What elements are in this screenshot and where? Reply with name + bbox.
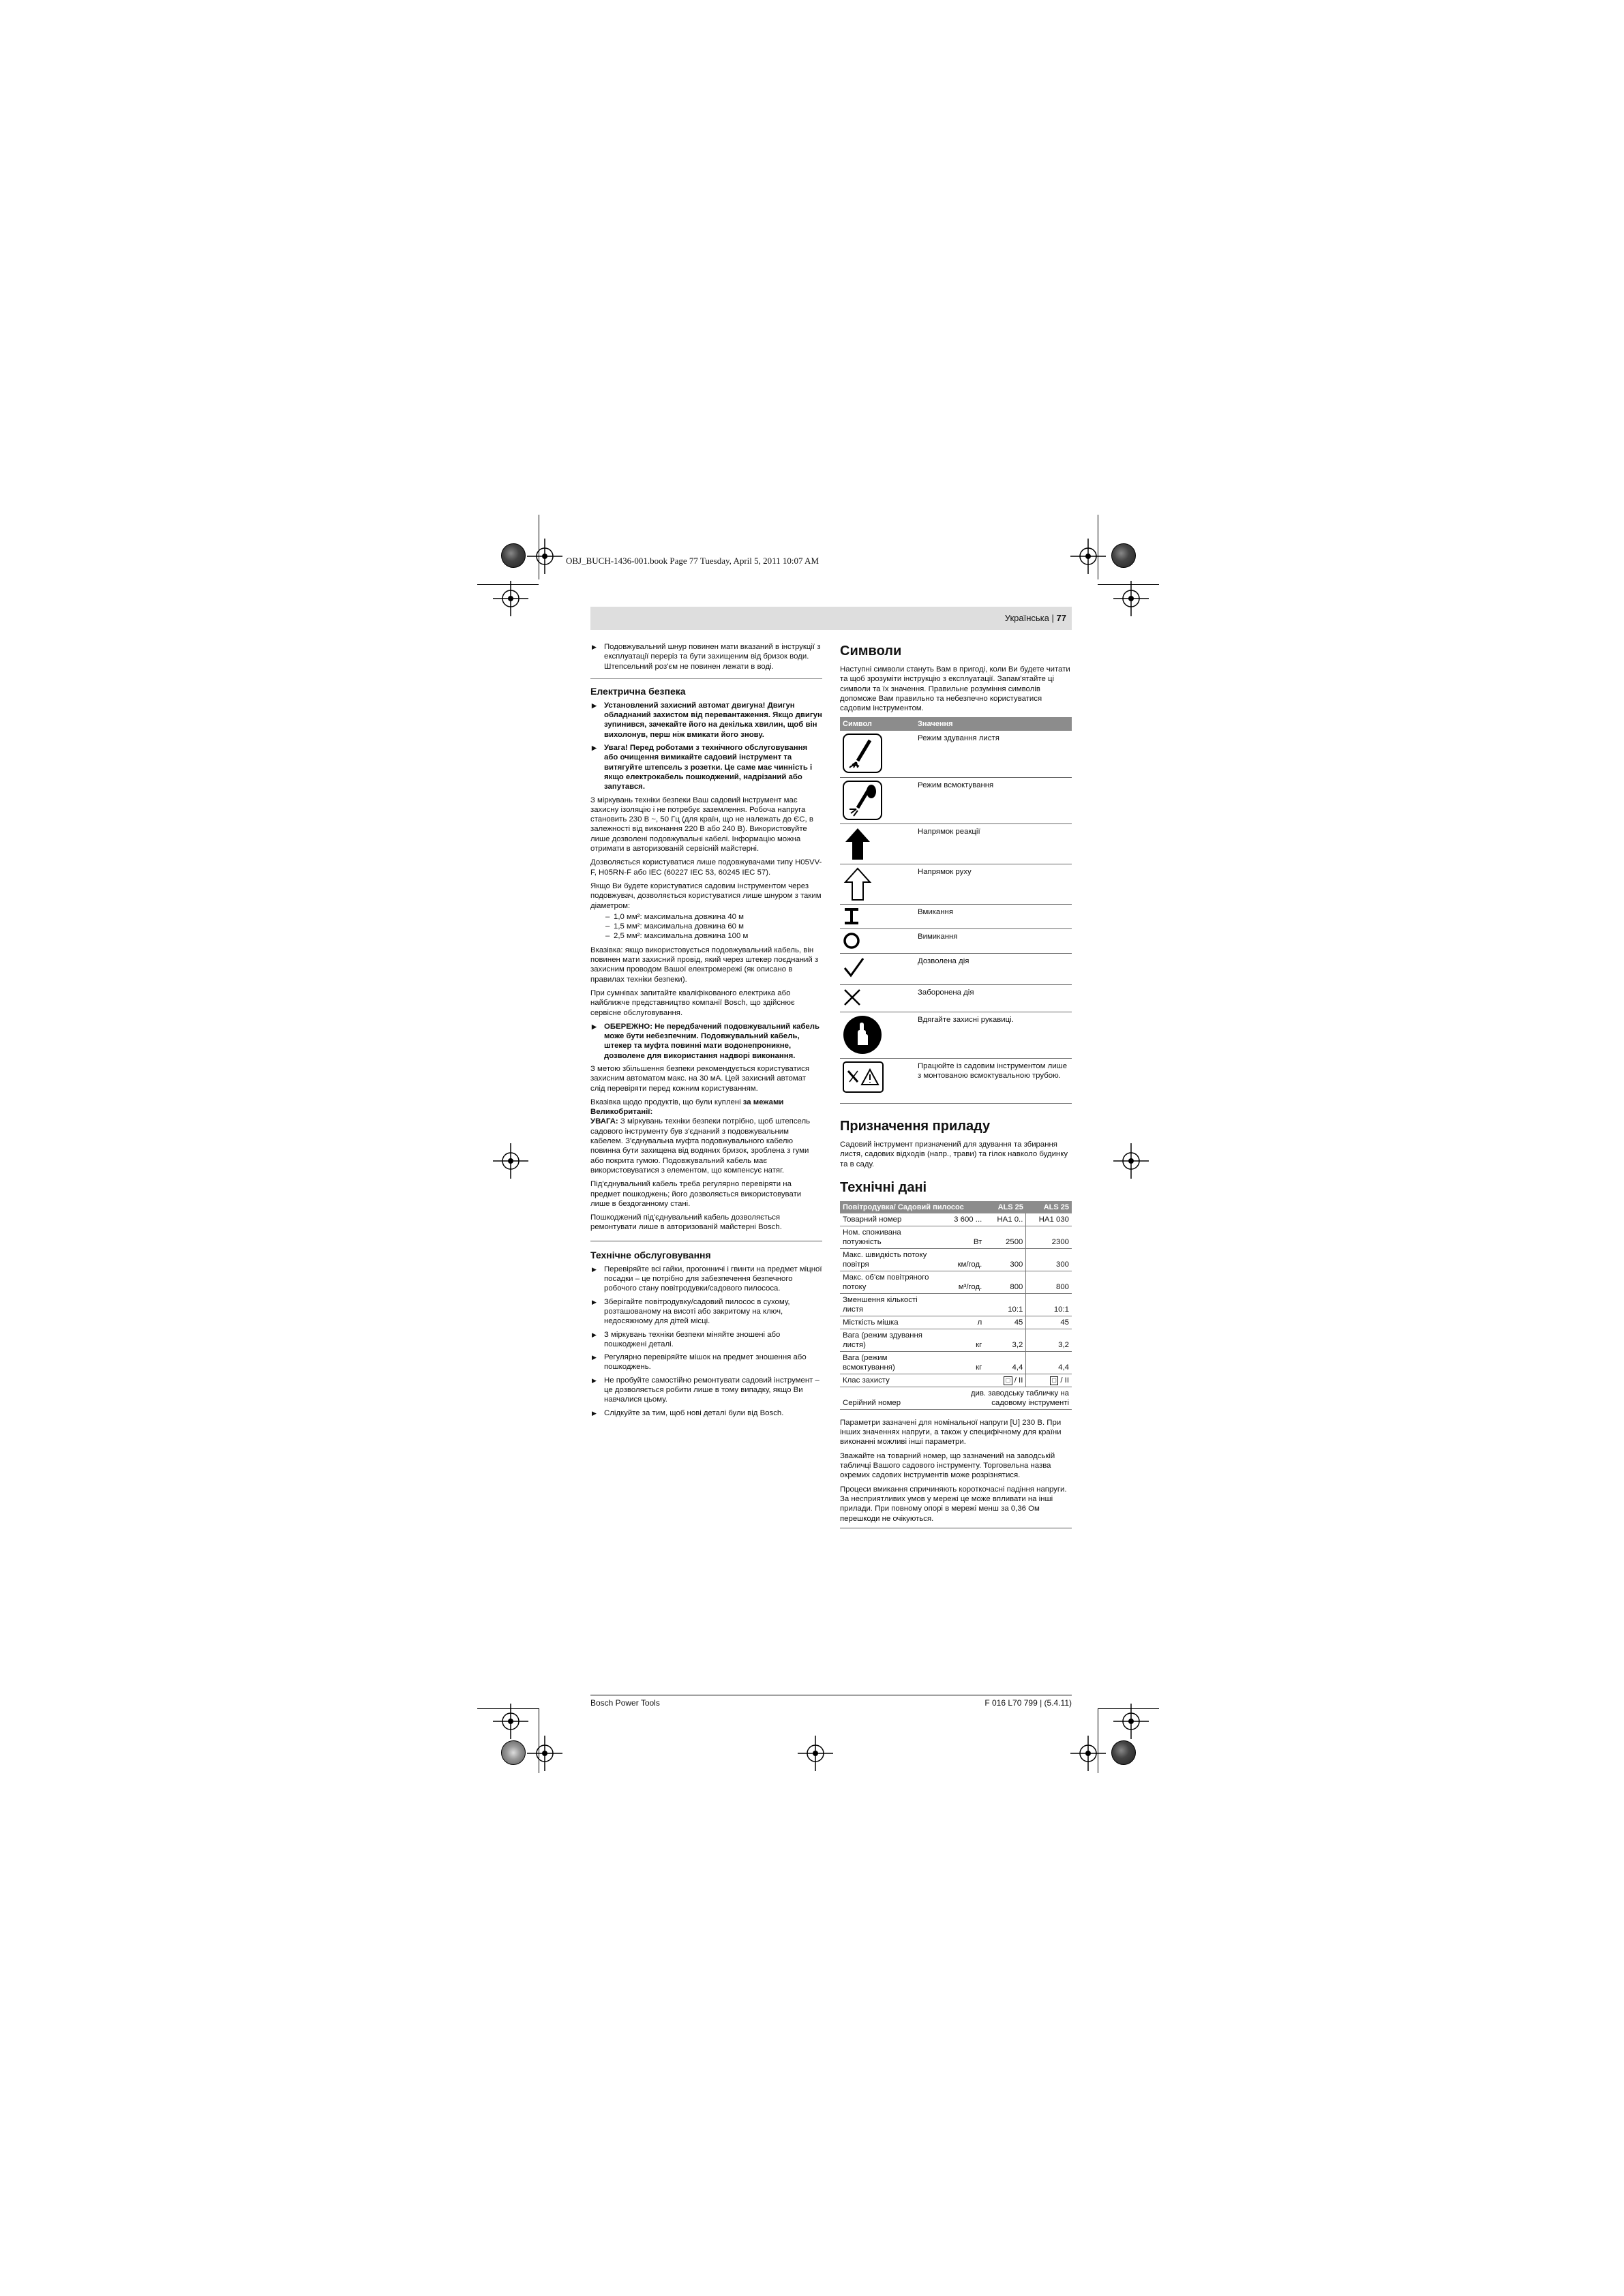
table-cell: [933, 1374, 984, 1387]
symbol-meaning: Режим всмоктування: [915, 777, 1072, 824]
blow-mode-icon: [843, 734, 912, 773]
table-cell: 10:1: [1026, 1293, 1072, 1316]
table-cell: Вага (режим всмоктування): [840, 1351, 933, 1374]
table-row: [840, 1351, 1072, 1374]
prohibited-action-icon: [843, 988, 912, 1007]
table-cell: 45: [984, 1316, 1026, 1329]
table-cell: 45: [1026, 1316, 1072, 1329]
table-cell: Клас захисту: [840, 1374, 933, 1387]
registration-mark-icon: [1113, 1143, 1149, 1179]
paragraph: [590, 1098, 822, 1117]
table-row: [840, 953, 1072, 984]
symbol-meaning: Напрямок руху: [915, 864, 1072, 904]
section-title-symbols: Символи: [840, 644, 902, 659]
list-item: ▶ Не пробуйте самостійно ремонтувати садовий інструмент – це дозволяється робити лише в тому випадку, якщо Ви навчалися цьому.: [590, 1376, 822, 1405]
symbols-table: [840, 717, 1072, 1104]
table-cell: Макс. швидкість потоку повітря: [840, 1248, 933, 1271]
list-item: – 2,5 мм²: максимальна довжина 100 м: [590, 931, 822, 941]
registration-mark-icon: [493, 581, 528, 616]
symbol-meaning: Працюйте із садовим інструментом лише з монтованою всмоктувальною трубою.: [915, 1058, 1072, 1103]
table-row: [840, 1293, 1072, 1316]
table-row: [840, 1374, 1072, 1387]
intro-list: [590, 642, 822, 671]
paragraph: Пошкоджений під'єднувальний кабель дозволяється ремонтувати лише в авторизованій майстерні Bosch.: [590, 1213, 782, 1232]
list-item: – 1,0 мм²: максимальна довжина 40 м: [590, 912, 822, 922]
header-language: Українська: [1004, 613, 1049, 623]
table-header-row: [840, 717, 1072, 731]
section-title-purpose: Призначення приладу: [840, 1118, 991, 1134]
divider: [590, 678, 822, 679]
table-cell: HA1 0..: [984, 1213, 1026, 1226]
paragraph: З метою збільшення безпеки рекомендується користуватися захисним автоматом макс. на 30 мА. Цей захисний автомат слід перевіряти перед кожним користуванням.: [590, 1064, 810, 1093]
table-cell: 800: [1026, 1271, 1072, 1293]
protection-class-value: / II: [1014, 1376, 1023, 1385]
page-header: [1005, 613, 1066, 623]
table-cell: 800: [984, 1271, 1026, 1293]
caution-list: [590, 1022, 822, 1061]
registration-mark-icon: [527, 539, 562, 574]
table-row: [840, 1012, 1072, 1058]
paragraph: Вказівка: якщо використовується подовжувальний кабель, він повинен мати захисний провід, який через штекер поєднаний з захисним проводом Вашої електромережі (як описано в правилах техніки безпеки).: [590, 946, 819, 984]
section-title-maintenance: Технічне обслуговування: [590, 1249, 711, 1260]
paragraph: Параметри зазначені для номінальної напруги [U] 230 В. При інших значеннях напруги, а також у специфічному для країни виконанні можливі інші параметри.: [840, 1418, 1062, 1447]
table-cell: HA1 030: [1026, 1213, 1072, 1226]
table-cell: Товарний номер: [840, 1213, 933, 1226]
paragraph: [590, 1117, 822, 1175]
table-cell: Вага (режим здування листя): [840, 1329, 933, 1351]
table-cell: Зменшення кількості листя: [840, 1293, 933, 1316]
left-column: [590, 642, 822, 1421]
table-cell: Вт: [933, 1226, 984, 1248]
table-cell: [1026, 1374, 1072, 1387]
table-row: [840, 984, 1072, 1012]
table-cell: 10:1: [984, 1293, 1026, 1316]
crop-mark: [477, 584, 539, 585]
crop-mark: [477, 1708, 539, 1709]
table-cell: 300: [1026, 1248, 1072, 1271]
paragraph: Зважайте на товарний номер, що зазначений на заводській табличці Вашого садового інструменту. Торговельна назва окремих садових інструментів може розрізнятися.: [840, 1451, 1055, 1480]
color-target-disc: [501, 543, 526, 568]
page-header-bar: [590, 607, 1072, 630]
document-page: [590, 607, 1072, 1715]
gloves-icon: [843, 1015, 912, 1055]
note-text: Вказівка щодо продуктів, що були куплені: [590, 1098, 743, 1106]
color-target-disc: [1111, 543, 1136, 568]
table-row: [840, 731, 1072, 777]
list-item: ▶ Увага! Перед роботами з технічного обслуговування або очищення вимикайте садовий інструмент та витягуйте штепсель з розетки. Це саме має чинність і якщо електрокабель пошкоджений, надрізаний або запутався.: [590, 743, 822, 791]
symbol-meaning: Дозволена дія: [915, 953, 1072, 984]
switch-on-icon: [843, 907, 912, 925]
motion-direction-icon: [843, 867, 912, 901]
list-item: ▶ Установлений захисний автомат двигуна! Двигун обладнаний захистом від перевантаження. Якщо двигун зупинився, зачекайте його на декілька хвилин, щоб він вихолонув, перш ніж вмикати його знову.: [590, 701, 822, 740]
table-cell: кг: [933, 1351, 984, 1374]
permitted-action-icon: [843, 956, 912, 978]
paragraph: З міркувань техніки безпеки Ваш садовий інструмент має захисну ізоляцію і не потребує заземлення. Робоча напруга становить 230 В ~, 50 Гц (для країн, що не належать до ЄС, в залежності від виконання 220 В або 240 В). Використовуйте лише дозволені подовжувальні кабелі. Інформацію можна отримати в авторизованій сервісній майстерні.: [590, 796, 813, 854]
note-emphasis: за межами Великобританії:: [590, 1098, 784, 1117]
table-row: [840, 1058, 1072, 1103]
paragraph: Під'єднувальний кабель треба регулярно перевіряти на предмет пошкоджень; його дозволяється використовувати лише в бездоганному стані.: [590, 1180, 802, 1208]
table-row: [840, 1316, 1072, 1329]
print-slug: OBJ_BUCH-1436-001.book Page 77 Tuesday, April 5, 2011 10:07 AM: [566, 556, 819, 566]
table-row: [840, 1226, 1072, 1248]
color-target-disc: [501, 1740, 526, 1765]
table-cell: 3,2: [1026, 1329, 1072, 1351]
switch-off-icon: [843, 932, 912, 950]
symbol-meaning: Вдягайте захисні рукавиці.: [915, 1012, 1072, 1058]
warning-text: З міркувань техніки безпеки потрібно, щоб штепсель садового інструменту був з'єднаний з подовжувальним кабелем. З'єднувальна муфта подовжувального кабелю повинна бути захищена від водяних бризок, зроблена з гуми або покрита гумою. Подовжувальний кабель має використовуватися з елементом, що компенсує натяг.: [590, 1117, 811, 1175]
registration-mark-icon: [1070, 1736, 1106, 1771]
right-column: [840, 642, 1072, 1537]
column-header: Символ: [840, 717, 915, 731]
symbol-meaning: Заборонена дія: [915, 984, 1072, 1012]
table-cell: кг: [933, 1329, 984, 1351]
paragraph: Процеси вмикання спричиняють короткочасні падіння напруги. За несприятливих умов у мережі це може впливати на інші прилади. При повному опорі в мережі менш за 0,36 Ом перешкоди не очікуються.: [840, 1485, 1067, 1523]
cable-length-list: [590, 912, 822, 941]
vacuum-mode-icon: [843, 781, 912, 820]
symbol-meaning: Режим здування листя: [915, 731, 1072, 777]
symbol-meaning: Напрямок реакції: [915, 824, 1072, 864]
table-cell: [933, 1293, 984, 1316]
list-item: ▶ Регулярно перевіряйте мішок на предмет зношення або пошкоджень.: [590, 1353, 822, 1372]
list-item: ▶ З міркувань техніки безпеки міняйте зношені або пошкоджені деталі.: [590, 1330, 822, 1350]
electrical-warnings: [590, 701, 822, 792]
protection-class-icon: □: [1050, 1376, 1058, 1385]
table-cell: 2500: [984, 1226, 1026, 1248]
table-row: [840, 1329, 1072, 1351]
list-item: ▶ ОБЕРЕЖНО: Не передбачений подовжувальний кабель може бути небезпечним. Подовжувальний кабель, штекер та муфта повинні мати водонепроникне, дозволене для використання надворі виконання.: [590, 1022, 822, 1061]
column-header: Значення: [915, 717, 1072, 731]
symbol-meaning: Вмикання: [915, 904, 1072, 928]
column-header: ALS 25: [984, 1201, 1026, 1213]
registration-mark-icon: [527, 1736, 562, 1771]
registration-mark-icon: [1070, 539, 1106, 574]
table-cell: Ном. споживана потужність: [840, 1226, 933, 1248]
paragraph: Дозволяється користуватися лише подовжувачами типу H05VV-F, H05RN-F або IEC (60227 IEC 53, 60245 IEC 57).: [590, 858, 822, 877]
table-cell: Серійний номер: [840, 1387, 933, 1409]
paragraph: Садовий інструмент призначений для здування та збирання листя, садових відходів (напр., трави) та гілок навколо будинку та в саду.: [840, 1140, 1068, 1168]
paragraph: Наступні символи стануть Вам в пригоді, коли Ви будете читати та щоб зрозуміти інструкцію з експлуатації. Запам'ятайте ці символи та їх значення. Правильне розуміння символів допоможе Вам правильно та небезпечно користуватися садовим інструментом.: [840, 665, 1070, 713]
table-cell: 4,4: [984, 1351, 1026, 1374]
page-number: 77: [1056, 613, 1066, 623]
table-row: [840, 777, 1072, 824]
list-item: – 1,5 мм²: максимальна довжина 60 м: [590, 922, 822, 931]
registration-mark-icon: [798, 1736, 833, 1771]
table-cell: 300: [984, 1248, 1026, 1271]
registration-mark-icon: [1113, 581, 1149, 616]
table-cell: 2300: [1026, 1226, 1072, 1248]
table-row: [840, 1387, 1072, 1409]
protection-class-icon: □: [1004, 1376, 1012, 1385]
paragraph: Якщо Ви будете користуватися садовим інструментом через подовжувач, дозволяється користуватися лише шнуром з таким діаметром:: [590, 881, 822, 910]
table-cell: м³/год.: [933, 1271, 984, 1293]
crop-mark: [1098, 584, 1159, 585]
table-cell: км/год.: [933, 1248, 984, 1271]
footer-brand: Bosch Power Tools: [590, 1698, 660, 1708]
list-item: ▶ Слідкуйте за тим, щоб нові деталі були від Bosch.: [590, 1408, 822, 1418]
list-item: ▶ Перевіряйте всі гайки, прогонничі і гвинти на предмет міцної посадки – це потрібно для забезпечення безпечного робочого стану повітродувки/садового пилососа.: [590, 1265, 822, 1294]
table-cell: 4,4: [1026, 1351, 1072, 1374]
header-separator: |: [1051, 613, 1054, 623]
registration-mark-icon: [493, 1143, 528, 1179]
crop-mark: [1098, 1708, 1159, 1709]
table-row: [840, 1213, 1072, 1226]
column-header: Повітродувка/ Садовий пилосос: [840, 1201, 984, 1213]
table-row: [840, 864, 1072, 904]
warning-label: УВАГА:: [590, 1117, 618, 1126]
table-header-row: [840, 1201, 1072, 1213]
table-row: [840, 1271, 1072, 1293]
table-cell: л: [933, 1316, 984, 1329]
tech-data-table: [840, 1201, 1072, 1410]
protection-class-value: / II: [1060, 1376, 1069, 1385]
table-cell: [984, 1374, 1026, 1387]
table-row: [840, 1248, 1072, 1271]
color-target-disc: [1111, 1740, 1136, 1765]
table-cell: 3,2: [984, 1329, 1026, 1351]
table-cell: Макс. об'єм повітряного потоку: [840, 1271, 933, 1293]
list-item: ▶ Зберігайте повітродувку/садовий пилосос в сухому, розташованому на висоті або закритому на ключ, недосяжному для дітей місці.: [590, 1297, 822, 1327]
section-title-electrical: Електрична безпека: [590, 685, 686, 697]
table-row: [840, 904, 1072, 928]
reaction-direction-icon: [843, 827, 912, 861]
table-row: [840, 824, 1072, 864]
symbol-meaning: Вимикання: [915, 928, 1072, 953]
table-cell: 3 600 ...: [933, 1213, 984, 1226]
paragraph: При сумнівах запитайте кваліфікованого електрика або найближче представництво компанії Bosch, що здійснює сервісне обслуговування.: [590, 988, 795, 1017]
list-item: ▶ Подовжувальний шнур повинен мати вказаний в інструкції з експлуатації переріз та бути захищеним від бризок води. Штепсельний роз'єм не повинен лежати в воді.: [590, 642, 822, 671]
column-header: ALS 25: [1026, 1201, 1072, 1213]
blow-tube-warning-icon: [843, 1061, 912, 1093]
table-cell: Місткість мішка: [840, 1316, 933, 1329]
table-row: [840, 928, 1072, 953]
maintenance-list: [590, 1265, 822, 1418]
table-cell: див. заводську табличку на садовому інструменті: [933, 1387, 1072, 1409]
footer-doc-number: F 016 L70 799 | (5.4.11): [984, 1698, 1072, 1708]
section-title-tech: Технічні дані: [840, 1179, 927, 1195]
